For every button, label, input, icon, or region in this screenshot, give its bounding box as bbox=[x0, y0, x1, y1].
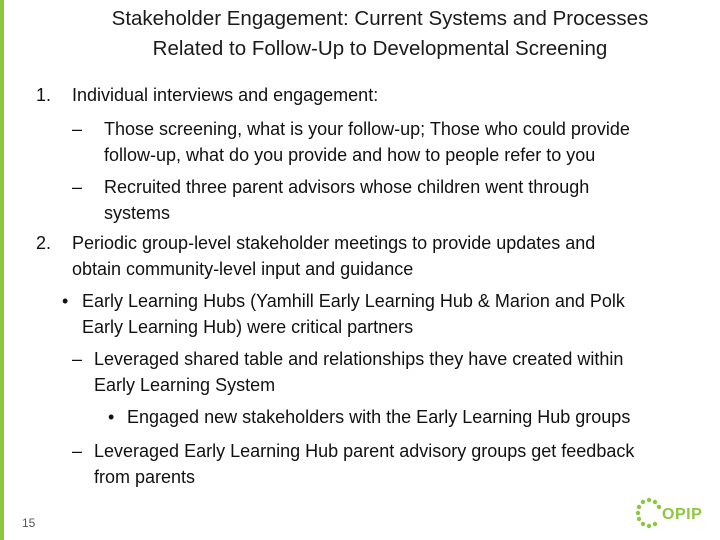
logo-ring-icon bbox=[634, 494, 664, 532]
sub-item-4-line-1: Leveraged Early Learning Hub parent advisory groups get feedback bbox=[94, 441, 635, 461]
bullet-item-1-line-2: Early Learning Hub) were critical partners bbox=[82, 317, 414, 337]
dash-marker-4: – bbox=[72, 441, 83, 461]
accent-bar bbox=[0, 0, 4, 540]
sub-item-2-line-2: systems bbox=[104, 203, 171, 223]
slide-title bbox=[40, 4, 720, 64]
bullet-item-2-line-1: Engaged new stakeholders with the Early Learning Hub groups bbox=[127, 407, 631, 427]
list-marker-1: 1. bbox=[36, 85, 52, 105]
opip-logo bbox=[634, 494, 710, 532]
bullet-marker-1: • bbox=[62, 291, 69, 311]
list-marker-2: 2. bbox=[36, 233, 52, 253]
list-item-1: Individual interviews and engagement: bbox=[72, 85, 379, 105]
sub-item-1-line-2: follow-up, what do you provide and how to people refer to you bbox=[104, 145, 596, 165]
dash-marker-2: – bbox=[72, 177, 83, 197]
sub-item-3-line-1: Leveraged shared table and relationships they have created within bbox=[94, 349, 624, 369]
sub-item-3-line-2: Early Learning System bbox=[94, 375, 276, 395]
sub-item-2-line-1: Recruited three parent advisors whose children went through bbox=[104, 177, 590, 197]
logo-text: OPIP bbox=[662, 506, 703, 523]
sub-item-1-line-1: Those screening, what is your follow-up; Those who could provide bbox=[104, 119, 630, 139]
list-item-2-line-2: obtain community-level input and guidance bbox=[72, 259, 414, 279]
sub-item-4-line-2: from parents bbox=[94, 467, 196, 487]
dash-marker-1: – bbox=[72, 119, 83, 139]
page-number: 15 bbox=[22, 516, 36, 530]
dash-marker-3: – bbox=[72, 349, 83, 369]
bullet-item-1-line-1: Early Learning Hubs (Yamhill Early Learning Hub & Marion and Polk bbox=[82, 291, 625, 311]
list-item-2-line-1: Periodic group-level stakeholder meetings to provide updates and bbox=[72, 233, 596, 253]
title-line-1: Stakeholder Engagement: Current Systems and Processes bbox=[111, 7, 649, 30]
title-line-2: Related to Follow-Up to Developmental Screening bbox=[152, 37, 608, 60]
bullet-marker-2: • bbox=[108, 407, 115, 427]
